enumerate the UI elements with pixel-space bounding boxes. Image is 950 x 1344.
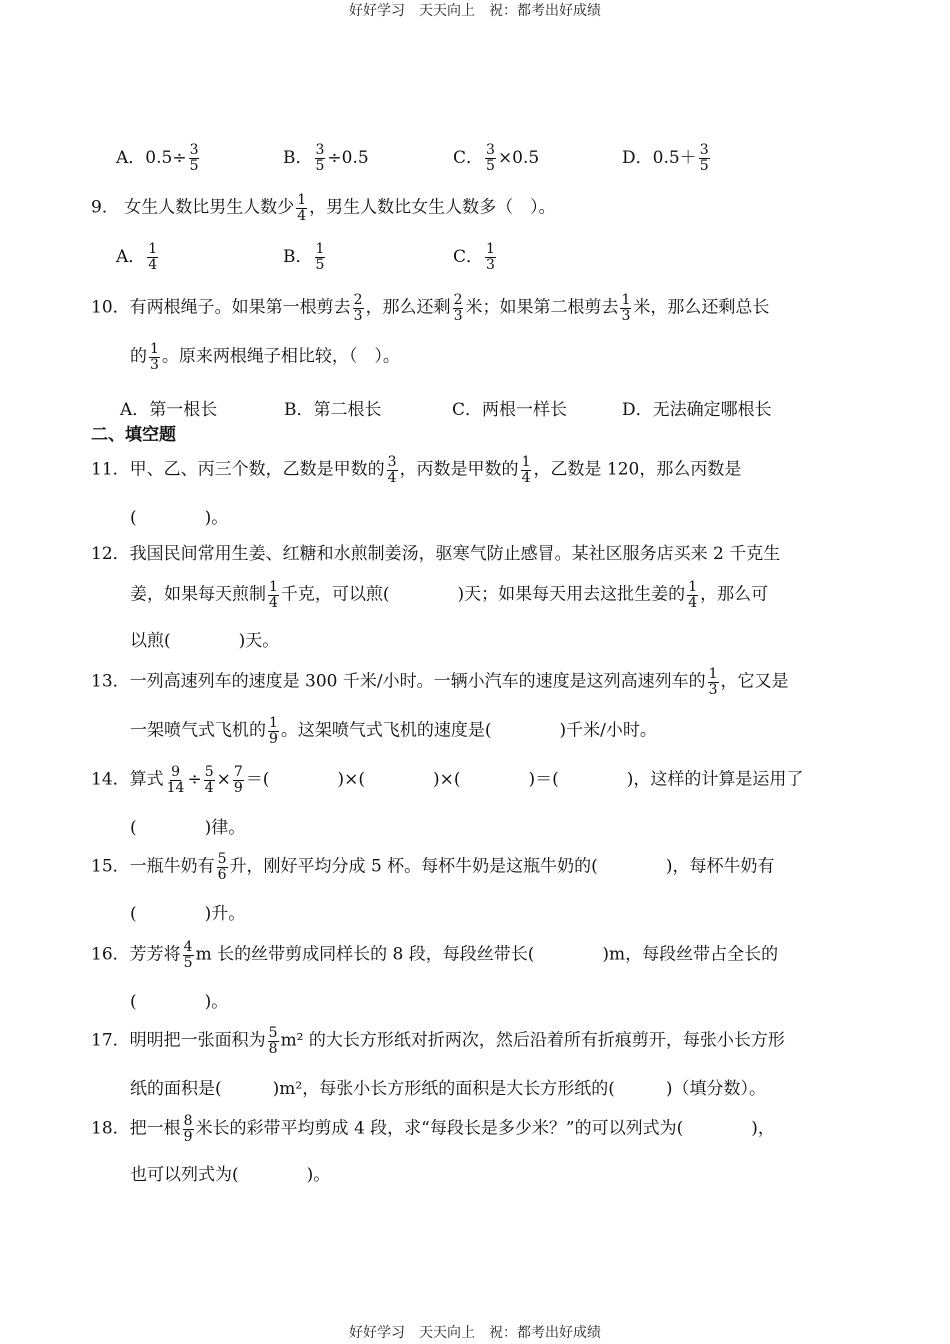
- option-text: 0.5÷: [145, 148, 187, 168]
- denominator: 9: [233, 779, 243, 796]
- section-title: 二、填空题: [91, 425, 176, 445]
- numerator: 1: [269, 715, 278, 731]
- fraction: [387, 455, 398, 485]
- question-text: 芳芳将: [129, 944, 181, 965]
- numerator: 1: [148, 241, 158, 258]
- denominator: 6: [217, 866, 227, 883]
- question-text: 我国民间常用生姜、红糖和水煎制姜汤，驱寒气防止感冒。某社区服务店买来 2 千克生: [129, 544, 781, 564]
- fraction: [166, 765, 186, 795]
- question-13: [91, 667, 789, 697]
- denominator: 9: [269, 730, 278, 747]
- option-label: A．: [116, 148, 146, 168]
- question-text: 一架喷气式飞机的: [130, 720, 266, 741]
- fraction: [296, 193, 307, 223]
- question-text: 。这架喷气式飞机的速度是( )千米/小时。: [280, 720, 657, 741]
- numerator: 3: [315, 142, 325, 159]
- option-label: C．: [453, 148, 484, 168]
- fraction: [699, 143, 710, 173]
- fraction: [268, 1026, 279, 1056]
- numerator: 1: [621, 292, 631, 308]
- denominator: 5: [315, 257, 325, 273]
- question-16-line2[interactable]: ( )。: [130, 992, 229, 1012]
- question-number: 17．: [91, 1030, 130, 1051]
- option-label: A．: [116, 247, 146, 267]
- numerator: 3: [189, 142, 199, 159]
- question-text: ，它又是: [720, 671, 789, 692]
- question-15-line2[interactable]: ( )升。: [130, 904, 246, 924]
- question-text: 算式: [129, 769, 164, 790]
- denominator: 5: [315, 158, 325, 174]
- fraction: [268, 580, 279, 610]
- question-text: 一列高速列车的速度是 300 千米/小时。一辆小汽车的速度是这列高速列车的: [129, 671, 706, 692]
- question-text: 。原来两根绳子相比较，（ ）。: [161, 346, 400, 367]
- fraction: [147, 242, 158, 272]
- denominator: 3: [708, 681, 718, 698]
- page-header: 好好学习 天天向上 祝：都考出好成绩: [349, 3, 601, 19]
- q8-option-c[interactable]: [453, 143, 539, 174]
- question-number: 9．: [91, 197, 119, 218]
- q9-option-c[interactable]: [453, 242, 498, 273]
- numerator: 1: [297, 192, 307, 208]
- q8-option-a[interactable]: [116, 143, 201, 174]
- fraction: [485, 242, 496, 272]
- operator: ×: [216, 769, 231, 790]
- question-number: 15．: [91, 856, 130, 877]
- numerator: 2: [353, 292, 363, 308]
- question-text: 姜，如果每天煎制: [130, 584, 266, 605]
- question-number: 16．: [91, 944, 130, 965]
- question-number: 14．: [91, 769, 130, 790]
- question-15[interactable]: [91, 852, 774, 882]
- question-number: 12．: [91, 544, 130, 564]
- question-text: 米；如果第二根剪去: [465, 297, 619, 318]
- question-11-line2[interactable]: ( )。: [130, 508, 229, 528]
- numerator: 7: [233, 764, 243, 780]
- denominator: 3: [453, 307, 463, 324]
- denominator: 9: [183, 1128, 193, 1145]
- fraction: [149, 342, 160, 372]
- question-17-line2[interactable]: 纸的面积是( )m²，每张小长方形纸的面积是大长方形纸的( )（填分数）。: [130, 1079, 766, 1099]
- question-text: m² 的大长方形纸对折两次，然后沿着所有折痕剪开，每张小长方形: [280, 1030, 785, 1051]
- question-16[interactable]: [91, 940, 778, 970]
- question-14[interactable]: [91, 765, 803, 795]
- question-text: ，那么可: [700, 584, 769, 605]
- question-number: 13．: [91, 671, 130, 692]
- question-text: 明明把一张面积为: [129, 1030, 266, 1051]
- question-text: 米，那么还剩总长: [633, 297, 770, 318]
- option-label: B．: [283, 148, 313, 168]
- denominator: 4: [269, 594, 278, 611]
- question-13-line2[interactable]: [130, 716, 657, 746]
- question-text: 一瓶牛奶有: [129, 856, 215, 877]
- denominator: 4: [387, 469, 397, 486]
- fraction: [204, 765, 215, 795]
- q9-option-b[interactable]: [283, 242, 327, 273]
- option-label: D．: [622, 148, 653, 168]
- fraction: [315, 242, 326, 272]
- page-footer: 好好学习 天天向上 祝：都考出好成绩: [349, 1325, 601, 1341]
- q8-option-b[interactable]: [283, 143, 369, 174]
- fraction: [217, 852, 228, 882]
- denominator: 3: [621, 307, 631, 324]
- option-label: B．: [283, 247, 313, 267]
- question-18[interactable]: [91, 1114, 775, 1144]
- numerator: 9: [171, 764, 181, 780]
- question-text: 把一根: [129, 1118, 181, 1139]
- denominator: 4: [204, 779, 214, 796]
- question-text: 甲、乙、丙三个数，乙数是甲数的: [129, 459, 385, 480]
- question-9: [91, 193, 556, 223]
- numerator: 3: [387, 454, 397, 470]
- numerator: 4: [183, 939, 193, 955]
- q9-option-a[interactable]: [116, 242, 160, 273]
- question-number: 18．: [91, 1118, 130, 1139]
- fraction: [183, 1114, 194, 1144]
- question-text: ，丙数是甲数的: [399, 459, 519, 480]
- question-text: ＝( )×( )×( )＝( )，这样的计算是运用了: [245, 769, 804, 790]
- denominator: 5: [699, 158, 709, 174]
- operator: ÷: [187, 769, 202, 790]
- denominator: 14: [166, 779, 185, 796]
- question-text: 有两根绳子。如果第一根剪去: [129, 297, 351, 318]
- denominator: 5: [486, 158, 495, 174]
- q8-option-d[interactable]: [622, 143, 712, 174]
- question-12: [91, 546, 780, 563]
- fraction: [183, 940, 194, 970]
- question-number: 11．: [91, 459, 130, 480]
- question-text: 千克，可以煎( )天；如果每天用去这批生姜的: [280, 584, 686, 605]
- question-14-line2[interactable]: ( )律。: [130, 818, 246, 838]
- question-12-line3[interactable]: 以煎( )天。: [130, 631, 280, 651]
- numerator: 1: [150, 341, 159, 357]
- denominator: 4: [688, 594, 698, 611]
- q10-option-d[interactable]: D．无法确定哪根长: [622, 400, 772, 420]
- fraction: [620, 293, 631, 323]
- question-text: 米长的彩带平均剪成 4 段，求“每段长是多少米？”的可以列式为( )，: [195, 1118, 775, 1139]
- fraction: [353, 293, 364, 323]
- question-text: ，男生人数比女生人数多（ ）。: [309, 197, 556, 218]
- q10-option-a[interactable]: A．第一根长: [120, 400, 218, 420]
- question-text: 的: [130, 346, 147, 367]
- numerator: 1: [688, 579, 698, 595]
- fraction: [453, 293, 464, 323]
- numerator: 2: [453, 292, 463, 308]
- question-18-line2[interactable]: 也可以列式为( )。: [130, 1165, 331, 1185]
- option-label: C．: [453, 247, 484, 267]
- option-text: ×0.5: [497, 148, 540, 168]
- numerator: 5: [268, 1025, 278, 1041]
- denominator: 4: [521, 469, 531, 486]
- denominator: 3: [486, 257, 495, 273]
- fraction: [521, 455, 532, 485]
- question-text: ，那么还剩: [365, 297, 451, 318]
- denominator: 3: [353, 307, 363, 324]
- numerator: 5: [217, 851, 227, 867]
- denominator: 3: [150, 356, 159, 373]
- question-17: [91, 1026, 785, 1056]
- q10-option-b[interactable]: B．第二根长: [284, 400, 382, 420]
- fraction: [315, 143, 326, 173]
- denominator: 4: [148, 257, 158, 273]
- option-text: ÷0.5: [327, 148, 369, 168]
- question-10: [91, 293, 769, 323]
- numerator: 1: [269, 579, 278, 595]
- fraction: [485, 143, 496, 173]
- numerator: 5: [204, 764, 214, 780]
- denominator: 5: [183, 954, 193, 971]
- question-12-line2[interactable]: [130, 580, 768, 610]
- fraction: [687, 580, 698, 610]
- option-text: 0.5＋: [652, 148, 697, 168]
- question-text: 女生人数比男生人数少: [124, 197, 295, 218]
- denominator: 8: [268, 1040, 278, 1057]
- numerator: 1: [486, 241, 495, 258]
- denominator: 4: [297, 207, 307, 224]
- question-10-line2: [130, 342, 400, 372]
- question-text: m 长的丝带剪成同样长的 8 段，每段丝带长( )m，每段丝带占全长的: [195, 944, 779, 965]
- numerator: 3: [699, 142, 709, 159]
- question-text: 升，刚好平均分成 5 杯。每杯牛奶是这瓶牛奶的( )，每杯牛奶有: [229, 856, 775, 877]
- fraction: [268, 716, 279, 746]
- numerator: 1: [708, 666, 718, 682]
- denominator: 5: [189, 158, 199, 174]
- numerator: 3: [486, 142, 495, 159]
- question-number: 10．: [91, 297, 130, 318]
- question-text: ，乙数是 120，那么丙数是: [533, 459, 742, 480]
- numerator: 1: [315, 241, 325, 258]
- question-11: [91, 455, 741, 485]
- numerator: 1: [521, 454, 531, 470]
- fraction: [189, 143, 200, 173]
- numerator: 8: [183, 1113, 193, 1129]
- fraction: [708, 667, 719, 697]
- q10-option-c[interactable]: C．两根一样长: [452, 400, 568, 420]
- fraction: [233, 765, 244, 795]
